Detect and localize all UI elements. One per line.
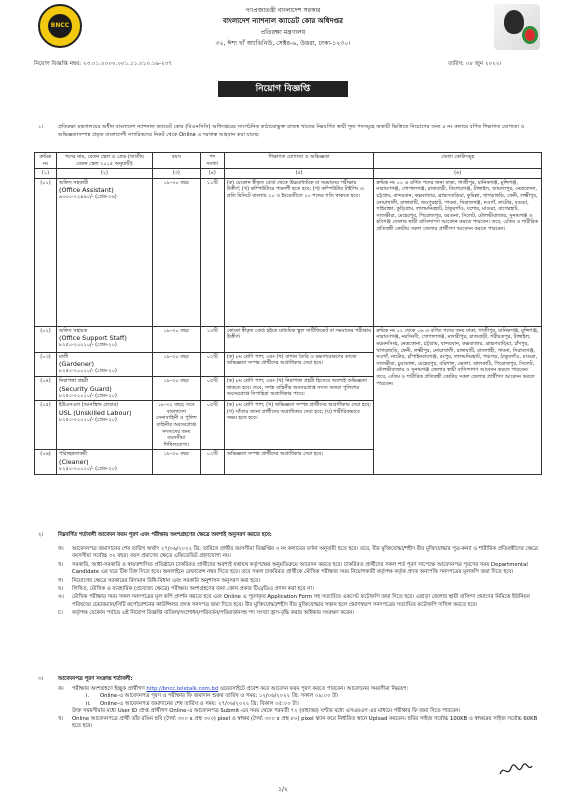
condition-item: ক। আবেদনপত্র জমাদানের শেষ তারিখ অর্থাৎ ২৭/০৬/২০২২ খ্রি: তারিখে প্রার্থীর বয়সসীমা বিজ্ঞপ্তির ৩ নং কলামের বর্ণনা অনুযায়ী হতে হবে। তবে, বীর মুক্তিযোদ্ধা/শহীদ বীর মুক্তিযোদ্ধার পুত্র-কন্যা ও শারীরিক প্রতিবন্ধীদের ক্ষেত্রে বয়সসীমা সর্বোচ্চ ৩২ বছর। বয়স প্রমাণের ক্ষেত্রে এফিডেভিট গ্রহণযোগ্য নয়। <box>58 546 538 560</box>
col-num: (৬) <box>374 169 542 179</box>
row-age: ১৮-৩২ বছর; তবে বাংলাদেশ সেনাবাহিনী ও পুলিশ বাহিনীর অবসরপ্রাপ্ত সদস্যদের জন্য বয়সসীমা শিথিলযোগ্য। <box>152 401 200 450</box>
post-name-en: (Gardener) <box>58 360 94 369</box>
header-ministry: প্রতিরক্ষা মন্ত্রণালয় <box>260 29 306 36</box>
table-row <box>35 178 542 326</box>
row-age: ১৮-৩০ বছর <box>152 326 200 352</box>
schedule-item: i. Online-এ আবেদনপত্র পূরণ ও পরীক্ষার ফি জমাদান শুরুর তারিখ ও সময়: ১২/০৬/২০২২ খ্রি: সকাল ০৯:০০ টা। <box>86 693 339 700</box>
row-age: ১৮-৩০ বছর <box>152 450 200 474</box>
row-quota: ক্রমিক নং ০২ থেকে ০৬ এ বর্ণিত পদের জন্য ঢাকা, গাজীপুর, মানিকগঞ্জ, মুন্সিগঞ্জ, নারায়ণগঞ্জ, নরসিংদী, গোপালগঞ্জ, মাদারীপুর, রাজবাড়ী, শরীয়তপুর, টাঙ্গাইল, ময়মনসিংহ, নেত্রকোনা, চট্টগ্রাম, বান্দরবান, কক্সবাজার, ব্রাহ্মণবাড়িয়া, চাঁদপুর, খাগড়াছড়ি, ফেনী, লক্ষ্মীপুর, নোয়াখালী, রাঙ্গামাটি, রাজশাহী, পাবনা, সিরাজগঞ্জ, নওগাঁ, নাটোর, চাঁপাইনবাবগঞ্জ, রংপুর, লালমনিরহাট, পঞ্চগড়, ঠাকুরগাঁও, মাগুরা, সাতক্ষীরা, চুয়াডাঙ্গা, মেহেরপুর, বরিশাল, ভোলা, ঝালকাঠি, পিরোজপুর, সিলেট, মৌলভীবাজার ও সুনামগঞ্জ জেলার স্থায়ী বাসিন্দাগণ আবেদন করতে পারবেন। তবে, এতিম ও শারীরিক প্রতিবন্ধী কোটায় সকল জেলার প্রার্থীগণ আবেদন করতে পারবেন। <box>374 326 542 474</box>
section2-title: নিম্নবর্ণিত শর্তাবলী আবেদন ফরম পূরণ এবং পরীক্ষায় অংশগ্রহণের ক্ষেত্রে অবশ্যই অনুসরণ করতে হবে: <box>58 532 272 538</box>
row-qualification: অভিজ্ঞতা সম্পন্ন প্রার্থীদের অগ্রাধিকার দেয়া হবে। <box>224 450 374 474</box>
col-header-count: পদ সংখ্যা <box>200 153 224 169</box>
row-post <box>56 450 152 474</box>
col-header-post: পদের নাম, বেতন স্কেল ও গ্রেড (জাতীয় বেতন স্কেল ২০১৫ অনুযায়ী) <box>56 153 152 169</box>
col-header-qualification: শিক্ষাগত যোগ্যতা ও অভিজ্ঞতা <box>224 153 374 169</box>
post-scale: ৯৩০০-২২৪৯০/- (গ্রেড-১৬) <box>58 194 117 201</box>
row-post <box>56 376 152 400</box>
row-serial: (০৫) <box>35 401 57 450</box>
col-num: (৫) <box>224 169 374 179</box>
jobs-table <box>34 152 542 475</box>
fee-note: উক্ত সময়সীমার মধ্যে User ID প্রাপ্ত প্রার্থীগণ Online-এ আবেদনপত্র Submit-এর সময় থেকে পরবর্তী ৭২ (বাহাত্তর) ঘণ্টার মধ্যে এসএমএস এর মাধ্যমে পরীক্ষার ফি জমা দিতে পারবেন। <box>72 708 461 715</box>
schedule-item: ii. Online-এ আবেদনপত্র জমাদানের শেষ তারিখ ও সময়: ২৭/০৬/২০২২ খ্রি: বিকাল ০৫:০০ টা। <box>86 700 299 707</box>
section2-number: ২। <box>38 532 44 538</box>
photo-upload-rule: খ। Online আবেদনপত্রে প্রার্থী তাঁর রঙিন ছবি (দৈর্ঘ্য ৩০০ x প্রস্থ ৩০০) pixel ও স্বাক্ষর (দৈর্ঘ্য ৩০০ x প্রস্থ ৮০) pixel স্ক্যান করে নির্ধারিত স্থানে Upload করবেন। ছবির সাইজ সর্বোচ্চ 100KB ও স্বাক্ষরের সাইজ সর্বোচ্চ 60KB হতে হবে। <box>58 715 538 730</box>
col-num: (১) <box>35 169 57 179</box>
col-num: (৪) <box>200 169 224 179</box>
col-num: (২) <box>56 169 152 179</box>
table-row <box>35 326 542 352</box>
post-name-bn: ইউএসএল (আনস্কিল্ড লেবার) <box>58 402 119 409</box>
notice-banner: নিয়োগ বিজ্ঞপ্তি <box>218 81 348 97</box>
row-qualification: কোনো স্বীকৃত বোর্ড হইতে মাধ্যমিক স্কুল সার্টিফিকেট বা সমমানের পরীক্ষায় উত্তীর্ণ। <box>224 326 374 352</box>
post-name-bn: মালী <box>58 353 69 360</box>
row-count: ০২টি <box>200 450 224 474</box>
row-count: ১১টি <box>200 178 224 326</box>
post-name-bn: পরিচ্ছন্নতাকর্মী <box>58 451 88 458</box>
post-scale: ৮২৫০-২০০১০/- (গ্রেড-২০) <box>58 342 117 349</box>
row-count: ০৫টি <box>200 376 224 400</box>
row-qualification: (ক) ৮ম শ্রেণি পাশ; এবং (খ) বাগান তৈরি ও রক্ষণাবেক্ষণের কাজে অভিজ্ঞতা সম্পন্ন প্রার্থীদের অগ্রাধিকার দেয়া হবে। <box>224 352 374 376</box>
signature-mark <box>498 762 534 780</box>
section3-body <box>58 686 542 730</box>
page-number: ১/২ <box>278 786 288 793</box>
condition-item: চ। কর্তৃপক্ষ যেকোন পর্যায়ে এই নিয়োগ বিজ্ঞপ্তি বাতিল/সংশোধন/পরিবর্তন/পরিমার্জনসহ পদ সংখ্যা হ্রাস-বৃদ্ধি করার অধিকার সংরক্ষণ করেন। <box>58 610 355 617</box>
condition-item: গ। নিয়োগের ক্ষেত্রে সরকারের বিদ্যমান বিধি-বিধান এবং সরকারি অনুশাসন অনুসরণ করা হবে। <box>58 577 260 584</box>
row-post <box>56 326 152 352</box>
post-scale: ৮২৫০-২০০১০/- (গ্রেড-২০) <box>58 465 117 472</box>
col-header-serial: ক্রমিক নং <box>35 153 57 169</box>
intro-text: প্রতিরক্ষা মন্ত্রণালয়ের অধীন বাংলাদেশ ন্যাশনাল ক্যাডেট কোর (বিএনসিসি) অধিদপ্তরের সাংগঠনিক কাঠামোভুক্ত রাজস্ব খাতের নিম্নবর্ণিত স্থায়ী শূন্য পদসমূহে অস্থায়ী ভিত্তিতে নিয়োগের জন্য ৫ নং কলামে বর্ণিত শিক্ষাগত যোগ্যতা ও অভিজ্ঞতাসম্পন্ন প্রকৃত বাংলাদেশী নাগরিকদের নিকট থেকে Online এ দরখাস্ত আহবান করা যাচ্ছে: <box>58 124 525 138</box>
condition-item: ঘ। লিখিত, মৌখিক ও ব্যবহারিক (প্রযোজ্য ক্ষেত্রে) পরীক্ষায় অংশগ্রহণের জন্য কোন প্রকার টিএ/ডিএ প্রদান করা হবে না। <box>58 586 314 593</box>
post-name-en: USL (Unskilled Labour) <box>58 408 132 417</box>
section3-number: ৩। <box>38 676 44 682</box>
row-qualification: (ক) ৮ম শ্রেণি পাশ; এবং (খ) নিরাপত্তা প্রহরী হিসেবে অবশ্যই অভিজ্ঞতা থাকতে হবে। তবে, সশস্ত্র বাহিনীর অবসরপ্রাপ্ত সদস্য অথবা পুলিশের অবসরপ্রাপ্ত সিপাহিরা অগ্রাধিকার পাবে। <box>224 376 374 400</box>
memo-number: নিয়োগ বিজ্ঞপ্তি নম্বর: ২৩.০১.০০০০.০০১.১১.০১০.১৬-২৩৭ <box>34 61 172 67</box>
post-scale: ৮২৫০-২০০১০/- (গ্রেড-২০) <box>58 368 117 375</box>
row-qualification: (ক) যেকোন স্বীকৃত বোর্ড থেকে উচ্চমাধ্যমিক বা সমমানের পরীক্ষায় উত্তীর্ণ; (খ) কম্পিউটারে পারদর্শী হতে হবে; (গ) কম্পিউটার টাইপিং এ প্রতি মিনিটে বাংলায় ২০ ও ইংরেজীতে ২০ শব্দের গতি থাকতে হবে। <box>224 178 374 326</box>
row-count: ১৩টি <box>200 326 224 352</box>
col-header-quota: জেলা কোটাসমূহ <box>374 153 542 169</box>
row-qualification: (ক) ৮ম শ্রেণি পাশ; (খ) অভিজ্ঞতা সম্পন্ন প্রার্থীদের অগ্রাধিকার দেয়া হবে; (গ) সাঁতার জানা প্রার্থীদের অগ্রাধিকার দেয়া হবে; (ঘ) শারীরিকভাবে সক্ষম হতে হবে। <box>224 401 374 450</box>
row-count: ০২টি <box>200 352 224 376</box>
post-scale: ৮২৫০-২০০১০/- (গ্রেড-২০) <box>58 392 117 399</box>
row-serial: (০১) <box>35 178 57 326</box>
header-govt: গণপ্রজাতন্ত্রী বাংলাদেশ সরকার <box>245 7 321 14</box>
row-quota: ক্রমিক নং ০১ এ বর্ণিত পদের জন্য ঢাকা, গাজীপুর, মানিকগঞ্জ, মুন্সিগঞ্জ, নারায়ণগঞ্জ, গোপালগঞ্জ, রাজবাড়ী, কিশোরগঞ্জ, টাঙ্গাইল, জামালপুর, নেত্রকোনা, চট্টগ্রাম, বান্দরবান, কক্সবাজার, ব্রাহ্মণবাড়িয়া, কুমিল্লা, খাগড়াছড়ি, ফেনী, লক্ষ্মীপুর, নোয়াখালী, রাঙ্গামাটি, জয়পুরহাট, পাবনা, সিরাজগঞ্জ, নওগাঁ, নাটোর, বগুড়া, গাইবান্ধা, কুড়িগ্রাম, লালমনিরহাট, ঠাকুরগাঁও, যশোর, মাগুরা, বাগেরহাট, সাতক্ষীরা, মেহেরপুর, পিরোজপুর, বরগুনা, সিলেট, মৌলভীবাজার, সুনামগঞ্জ ও হবিগঞ্জ জেলার স্থায়ী বাসিন্দাগণ আবেদন করতে পারবেন। তবে, এতিম ও শারীরিক প্রতিবন্ধী কোটায় সকল জেলার প্রার্থীগণ আবেদন করতে পারবেন। <box>374 178 542 326</box>
row-count: ০৫টি <box>200 401 224 450</box>
header-address: ৩২, ঈশা খাঁ অ্যাভিনিউ, সেক্টর-৬, উত্তরা, ঢাকা-১২৩০। <box>215 40 351 47</box>
post-name-en: (Security Guard) <box>58 384 112 393</box>
row-age: ১৮-৩০ বছর <box>152 178 200 326</box>
row-post <box>56 401 152 450</box>
post-name-bn: নিরাপত্তা প্রহরী <box>58 377 89 384</box>
teletalk-link[interactable]: http://bncc.teletalk.com.bd <box>146 686 219 692</box>
row-age: ১৮-৩০ বছর <box>152 352 200 376</box>
col-num: (৩) <box>152 169 200 179</box>
row-post <box>56 352 152 376</box>
post-name-bn: অফিস সহকারী <box>58 179 89 186</box>
section3-title: আবেদনপত্র পূরণ সংক্রান্ত শর্তাবলী: <box>58 676 133 682</box>
header-org: বাংলাদেশ ন্যাশনাল ক্যাডেট কোর অধিদপ্তর <box>223 17 343 25</box>
col-header-age: বয়স <box>152 153 200 169</box>
row-serial: (০২) <box>35 326 57 352</box>
post-scale: ৮২৫০-২০০১০/- (গ্রেড-২০) <box>58 416 117 423</box>
apply-intro: ক। পরীক্ষায় অংশগ্রহণে ইচ্ছুক প্রার্থীগণ http://bncc.teletalk.com.bd ওয়েবসাইটে প্রবেশ করে আবেদন ফরম পূরণ করতে পারবেন। আবেদনের সময়সীমা নিম্নরূপ: <box>58 686 409 692</box>
post-name-en: (Cleaner) <box>58 457 89 466</box>
post-name-en: (Office Support Staff) <box>58 334 127 343</box>
condition-item: ঙ। মৌখিক পরীক্ষার সময় সকল সনদপত্রের মূল কপি প্রদর্শন করতে হবে এবং Online এ পূরণকৃত Application Form সহ সত্যায়িত একসেট ফটোকপি জমা দিতে হবে। এছাড়া জেলার স্থায়ী বাসিন্দা প্রমাণের নিমিত্তে ইউনিয়ন পরিষদের চেয়ারম্যান/সিটি কর্পোরেশনের কাউন্সিলর প্রদত্ত সনদপত্র জমা দিতে হবে। বীর মুক্তিযোদ্ধা/শহীদ বীর মুক্তিযোদ্ধার সন্তান হলে প্রমাণস্বরূপ সনদপত্রের সত্যায়িত ফটোকপি দাখিল করতে হবে। <box>58 594 530 608</box>
row-serial: (০৩) <box>35 352 57 376</box>
post-name-en: (Office Assistant) <box>58 186 114 195</box>
section2-list <box>58 546 542 619</box>
row-serial: (০৪) <box>35 376 57 400</box>
intro-number: ১। <box>38 124 44 130</box>
post-name-bn: অফিস সহায়ক <box>58 327 88 334</box>
memo-date: তারিখ: ০৮ জুন ২০২২। <box>448 61 502 67</box>
row-serial: (০৬) <box>35 450 57 474</box>
condition-item: খ। সরকারি, আধা-সরকারি ও স্বায়ত্তশাসিত প্রতিষ্ঠানে চাকরিরত প্রার্থীদের অবশ্যই যথাযথ কর্তৃপক্ষের অনুমতিক্রমে আবেদন করতে হবে। চাকরিরত প্রার্থীদের সকল শর্ত পূরণ সাপেক্ষে আবেদনপত্র পূরণের সময় Departmental Candidate এর ঘরে টিক চিহ্ন দিতে হবে। অনলাইনে রেফারেন্স নম্বর দিতে হবে। তবে সকল চাকরিরত প্রার্থীকে মৌখিক পরীক্ষার সময় নিয়োগকারী কর্তৃপক্ষ কর্তৃক প্রদত্ত অনাপত্তি সনদপত্রের মূলকপি জমা দিতে হবে। <box>58 561 528 576</box>
row-post <box>56 178 152 326</box>
bncc-logo-text: BNCC <box>48 14 72 38</box>
row-age: ১৮-৩০ বছর <box>152 376 200 400</box>
